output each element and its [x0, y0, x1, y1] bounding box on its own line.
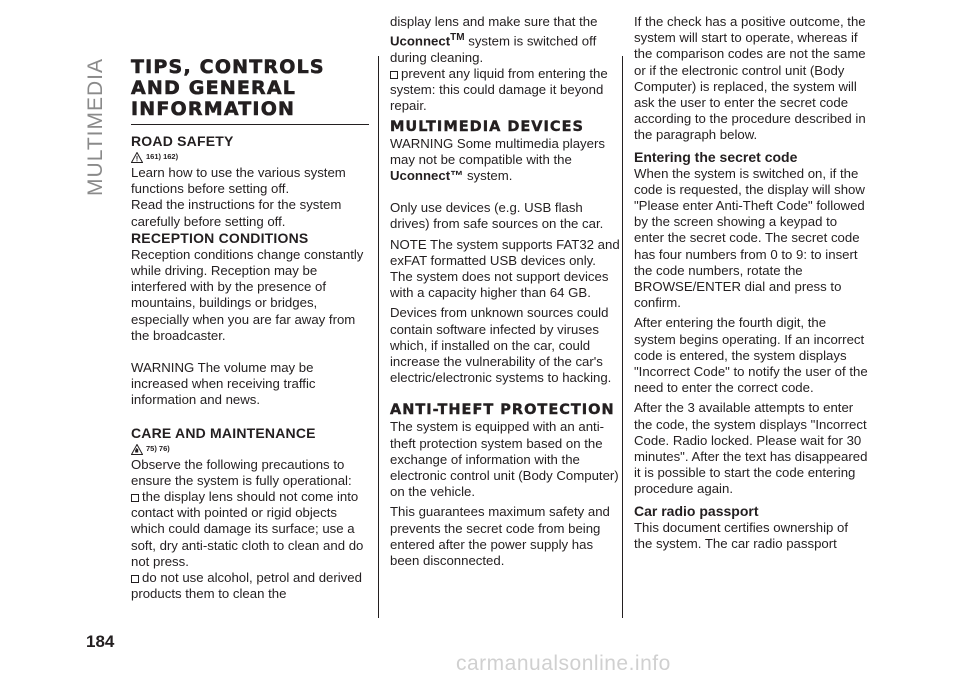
- watermark: carmanualsonline.info: [456, 652, 671, 675]
- road-safety-refs: 161) 162): [146, 152, 179, 162]
- column-3: [634, 14, 870, 552]
- multimedia-note: NOTE The system supports FAT32 and exFAT formatted USB devices only. The system does not support devices with a capacity higher than 64 GB.: [390, 236, 620, 301]
- check-outcome-paragraph: If the check has a positive outcome, the system will start to operate, whereas if the comparison codes are not the same or if the electronic control unit (Body Computer) is replaced, the system will ask the user to enter the secret code according to the procedure described in the paragraph below.: [634, 14, 866, 143]
- column-1: [131, 14, 369, 602]
- entering-secret-code-heading: Entering the secret code: [634, 148, 798, 165]
- care-p1: Observe the following precautions to ensure the system is fully operational:: [131, 456, 352, 488]
- bullet-box-icon: [131, 494, 139, 502]
- column-divider-2: [622, 56, 623, 618]
- multimedia-p1: Only use devices (e.g. USB flash drives) from safe sources on the car.: [390, 200, 604, 232]
- reception-p1: Reception conditions change constantly while driving. Reception may be interfered with by the presence of mountains, buildings or bridges, especially when you are far away from the broadcaster.: [131, 246, 364, 343]
- warning-triangle-icon: [131, 152, 143, 163]
- car-radio-passport-heading: Car radio passport: [634, 502, 759, 519]
- uconnect-brand: Uconnect: [390, 33, 451, 49]
- care-bullet-1: the display lens should not come into contact with pointed or rigid objects which could damage its surface; use a soft, dry anti-static cloth to clean and do not press.: [131, 489, 364, 569]
- bullet-box-icon: [131, 575, 139, 583]
- multimedia-devices-heading: MULTIMEDIA DEVICES: [390, 118, 584, 135]
- care-warning-refs: [131, 442, 369, 457]
- page-number: 184: [86, 632, 115, 651]
- bullet-box-icon: [390, 71, 398, 79]
- road-safety-p1: Learn how to use the various system functions before setting off.: [131, 165, 346, 197]
- caution-hand-icon: [131, 444, 143, 455]
- anti-theft-p2: This guarantees maximum safety and prevents the secret code from being entered after the power supply has been disconnected.: [390, 504, 610, 569]
- section-side-tab: MULTIMEDIA: [84, 58, 107, 196]
- road-safety-heading: ROAD SAFETY: [131, 133, 234, 149]
- chapter-title: TIPS, CONTROLS AND GENERAL INFORMATION: [131, 57, 369, 125]
- reception-heading: RECEPTION CONDITIONS: [131, 229, 309, 246]
- road-safety-p2: Read the instructions for the system carefully before setting off.: [131, 197, 342, 229]
- entering-p1: When the system is switched on, if the code is requested, the display will show "Please enter Anti-Theft Code" followed by the screen showing a keypad to enter the secret code. The secret code has four numbers from 0 to 9: to insert the code numbers, rotate the BROWSE/ENTER dial and press to confirm.: [634, 165, 865, 311]
- column-divider-1: [378, 56, 379, 618]
- multimedia-p3: Devices from unknown sources could contain software infected by viruses which, if installed on the car, could increase the vulnerability of the car's electric/electronic systems to hacking.: [390, 305, 612, 386]
- bullet-3: prevent any liquid from entering the system: this could damage it beyond repair.: [390, 66, 608, 114]
- multimedia-warning: WARNING Some multimedia players may not be compatible with the Uconnect™ system.: [390, 135, 605, 184]
- column-2: [390, 14, 622, 569]
- reception-warning: WARNING The volume may be increased when receiving traffic information and news.: [131, 360, 316, 408]
- care-heading: CARE AND MAINTENANCE: [131, 424, 316, 441]
- uconnect-brand: Uconnect™: [390, 168, 464, 184]
- display-lens-continuation: display lens and make sure that the Uconnect™ system is switched off during cleaning.: [390, 14, 598, 65]
- anti-theft-p1: The system is equipped with an anti-theft protection system based on the exchange of information with the electronic control unit (Body Computer) on the vehicle.: [390, 419, 619, 500]
- passport-p1: This document certifies ownership of the system. The car radio passport: [634, 519, 849, 551]
- entering-p3: After the 3 available attempts to enter the code, the system displays "Incorrect Code. Radio locked. Please wait for 30 minutes". After the text has disappeared it is possible to start the code entering procedure again.: [634, 400, 868, 497]
- anti-theft-heading: ANTI-THEFT PROTECTION: [390, 402, 615, 419]
- care-refs: 75) 76): [146, 444, 170, 454]
- road-safety-warning-refs: [131, 150, 369, 165]
- care-bullet-2: do not use alcohol, petrol and derived products them to clean the: [131, 570, 362, 602]
- entering-p2: After entering the fourth digit, the system begins operating. If an incorrect code is entered, the system displays "Incorrect Code" to notify the user of the need to enter the correct code.: [634, 315, 868, 396]
